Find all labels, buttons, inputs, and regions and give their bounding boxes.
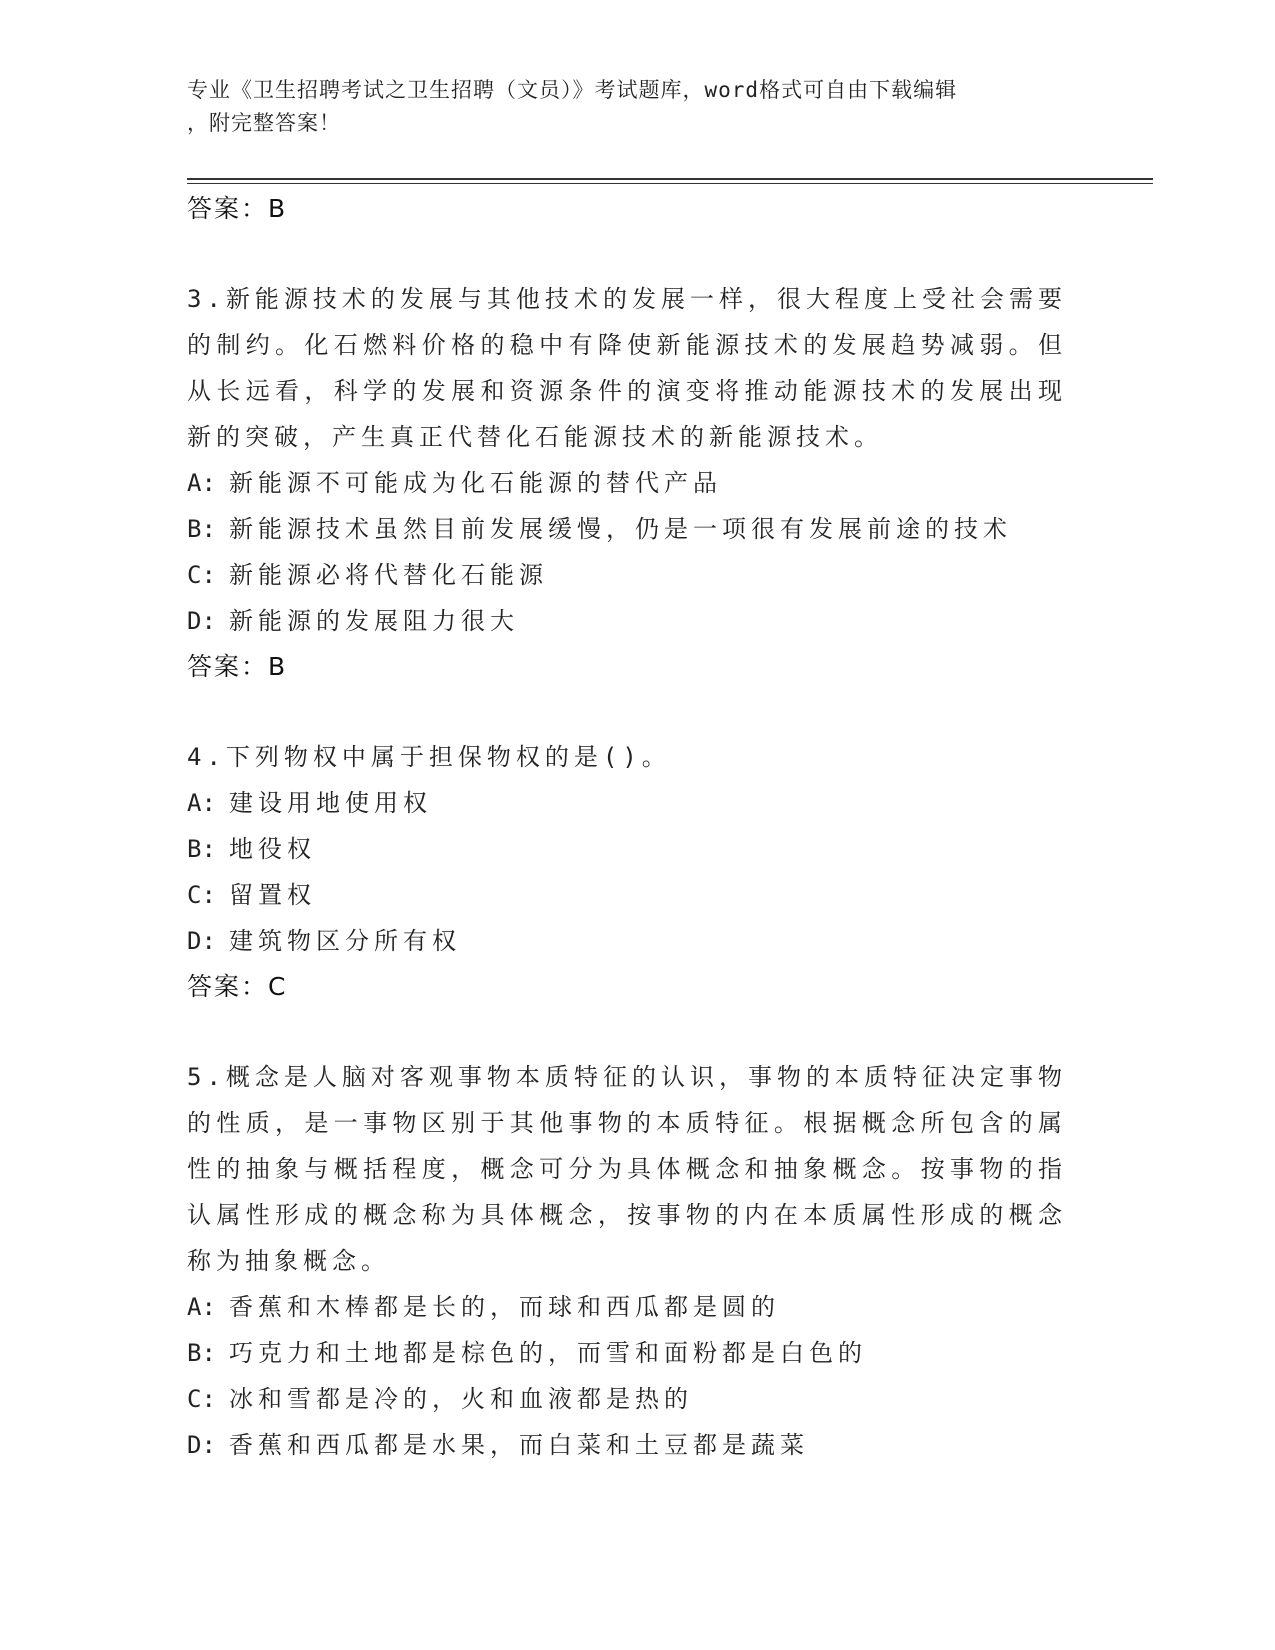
header-divider-thick	[187, 178, 1153, 180]
option-d	[187, 918, 1087, 964]
option-label: A:	[187, 469, 216, 497]
option-label: C:	[187, 881, 216, 909]
option-label: B:	[187, 1339, 216, 1367]
option-text: 香蕉和西瓜都是水果，而白菜和土豆都是蔬菜	[229, 1431, 809, 1459]
option-text: 建设用地使用权	[229, 789, 432, 817]
option-label: B:	[187, 515, 216, 543]
header-divider-thin	[187, 183, 1153, 184]
question-content	[187, 186, 1087, 1468]
option-text: 冰和雪都是冷的，火和血液都是热的	[229, 1385, 693, 1413]
option-b	[187, 506, 1087, 552]
option-text: 新能源必将代替化石能源	[229, 561, 548, 589]
option-label: A:	[187, 789, 216, 817]
option-label: D:	[187, 607, 216, 635]
spacer	[187, 231, 1087, 276]
option-d	[187, 1422, 1087, 1468]
option-label: C:	[187, 561, 216, 589]
option-a	[187, 1284, 1087, 1330]
question-4	[187, 734, 1087, 1009]
option-text: 新能源技术虽然目前发展缓慢，仍是一项很有发展前途的技术	[229, 515, 1012, 543]
answer-q2: 答案：B	[187, 194, 288, 223]
question-3	[187, 276, 1087, 689]
question-stem: 4.下列物权中属于担保物权的是()。	[187, 743, 671, 771]
question-5	[187, 1054, 1087, 1468]
option-a	[187, 780, 1087, 826]
option-c	[187, 872, 1087, 918]
option-text: 新能源的发展阻力很大	[229, 607, 519, 635]
header-line-1: 专业《卫生招聘考试之卫生招聘（文员）》考试题库，word格式可自由下载编辑	[187, 78, 958, 102]
option-text: 建筑物区分所有权	[229, 927, 461, 955]
option-c	[187, 1376, 1087, 1422]
option-label: D:	[187, 927, 216, 955]
option-label: D:	[187, 1431, 216, 1459]
option-label: C:	[187, 1385, 216, 1413]
question-stem: 5.概念是人脑对客观事物本质特征的认识，事物的本质特征决定事物的性质，是一事物区别于其他事物的本质特征。根据概念所包含的属性的抽象与概括程度，概念可分为具体概念和抽象概念。按事物的指认属性形成的概念称为具体概念，按事物的内在本质属性形成的概念称为抽象概念。	[187, 1063, 1067, 1275]
option-b	[187, 826, 1087, 872]
option-label: B:	[187, 835, 216, 863]
document-header	[187, 74, 1067, 140]
spacer	[187, 689, 1087, 734]
option-a	[187, 460, 1087, 506]
option-text: 地役权	[229, 835, 316, 863]
spacer	[187, 1009, 1087, 1054]
header-line-2: ，附完整答案！	[187, 111, 341, 135]
option-text: 香蕉和木棒都是长的，而球和西瓜都是圆的	[229, 1293, 780, 1321]
answer-q3: 答案：B	[187, 652, 288, 681]
option-text: 巧克力和土地都是棕色的，而雪和面粉都是白色的	[229, 1339, 867, 1367]
option-text: 新能源不可能成为化石能源的替代产品	[229, 469, 722, 497]
option-b	[187, 1330, 1087, 1376]
option-label: A:	[187, 1293, 216, 1321]
answer-q4: 答案：C	[187, 972, 288, 1001]
question-stem: 3.新能源技术的发展与其他技术的发展一样，很大程度上受社会需要的制约。化石燃料价格的稳中有降使新能源技术的发展趋势减弱。但从长远看，科学的发展和资源条件的演变将推动能源技术的发展出现新的突破，产生真正代替化石能源技术的新能源技术。	[187, 285, 1067, 451]
option-text: 留置权	[229, 881, 316, 909]
option-c	[187, 552, 1087, 598]
option-d	[187, 598, 1087, 644]
